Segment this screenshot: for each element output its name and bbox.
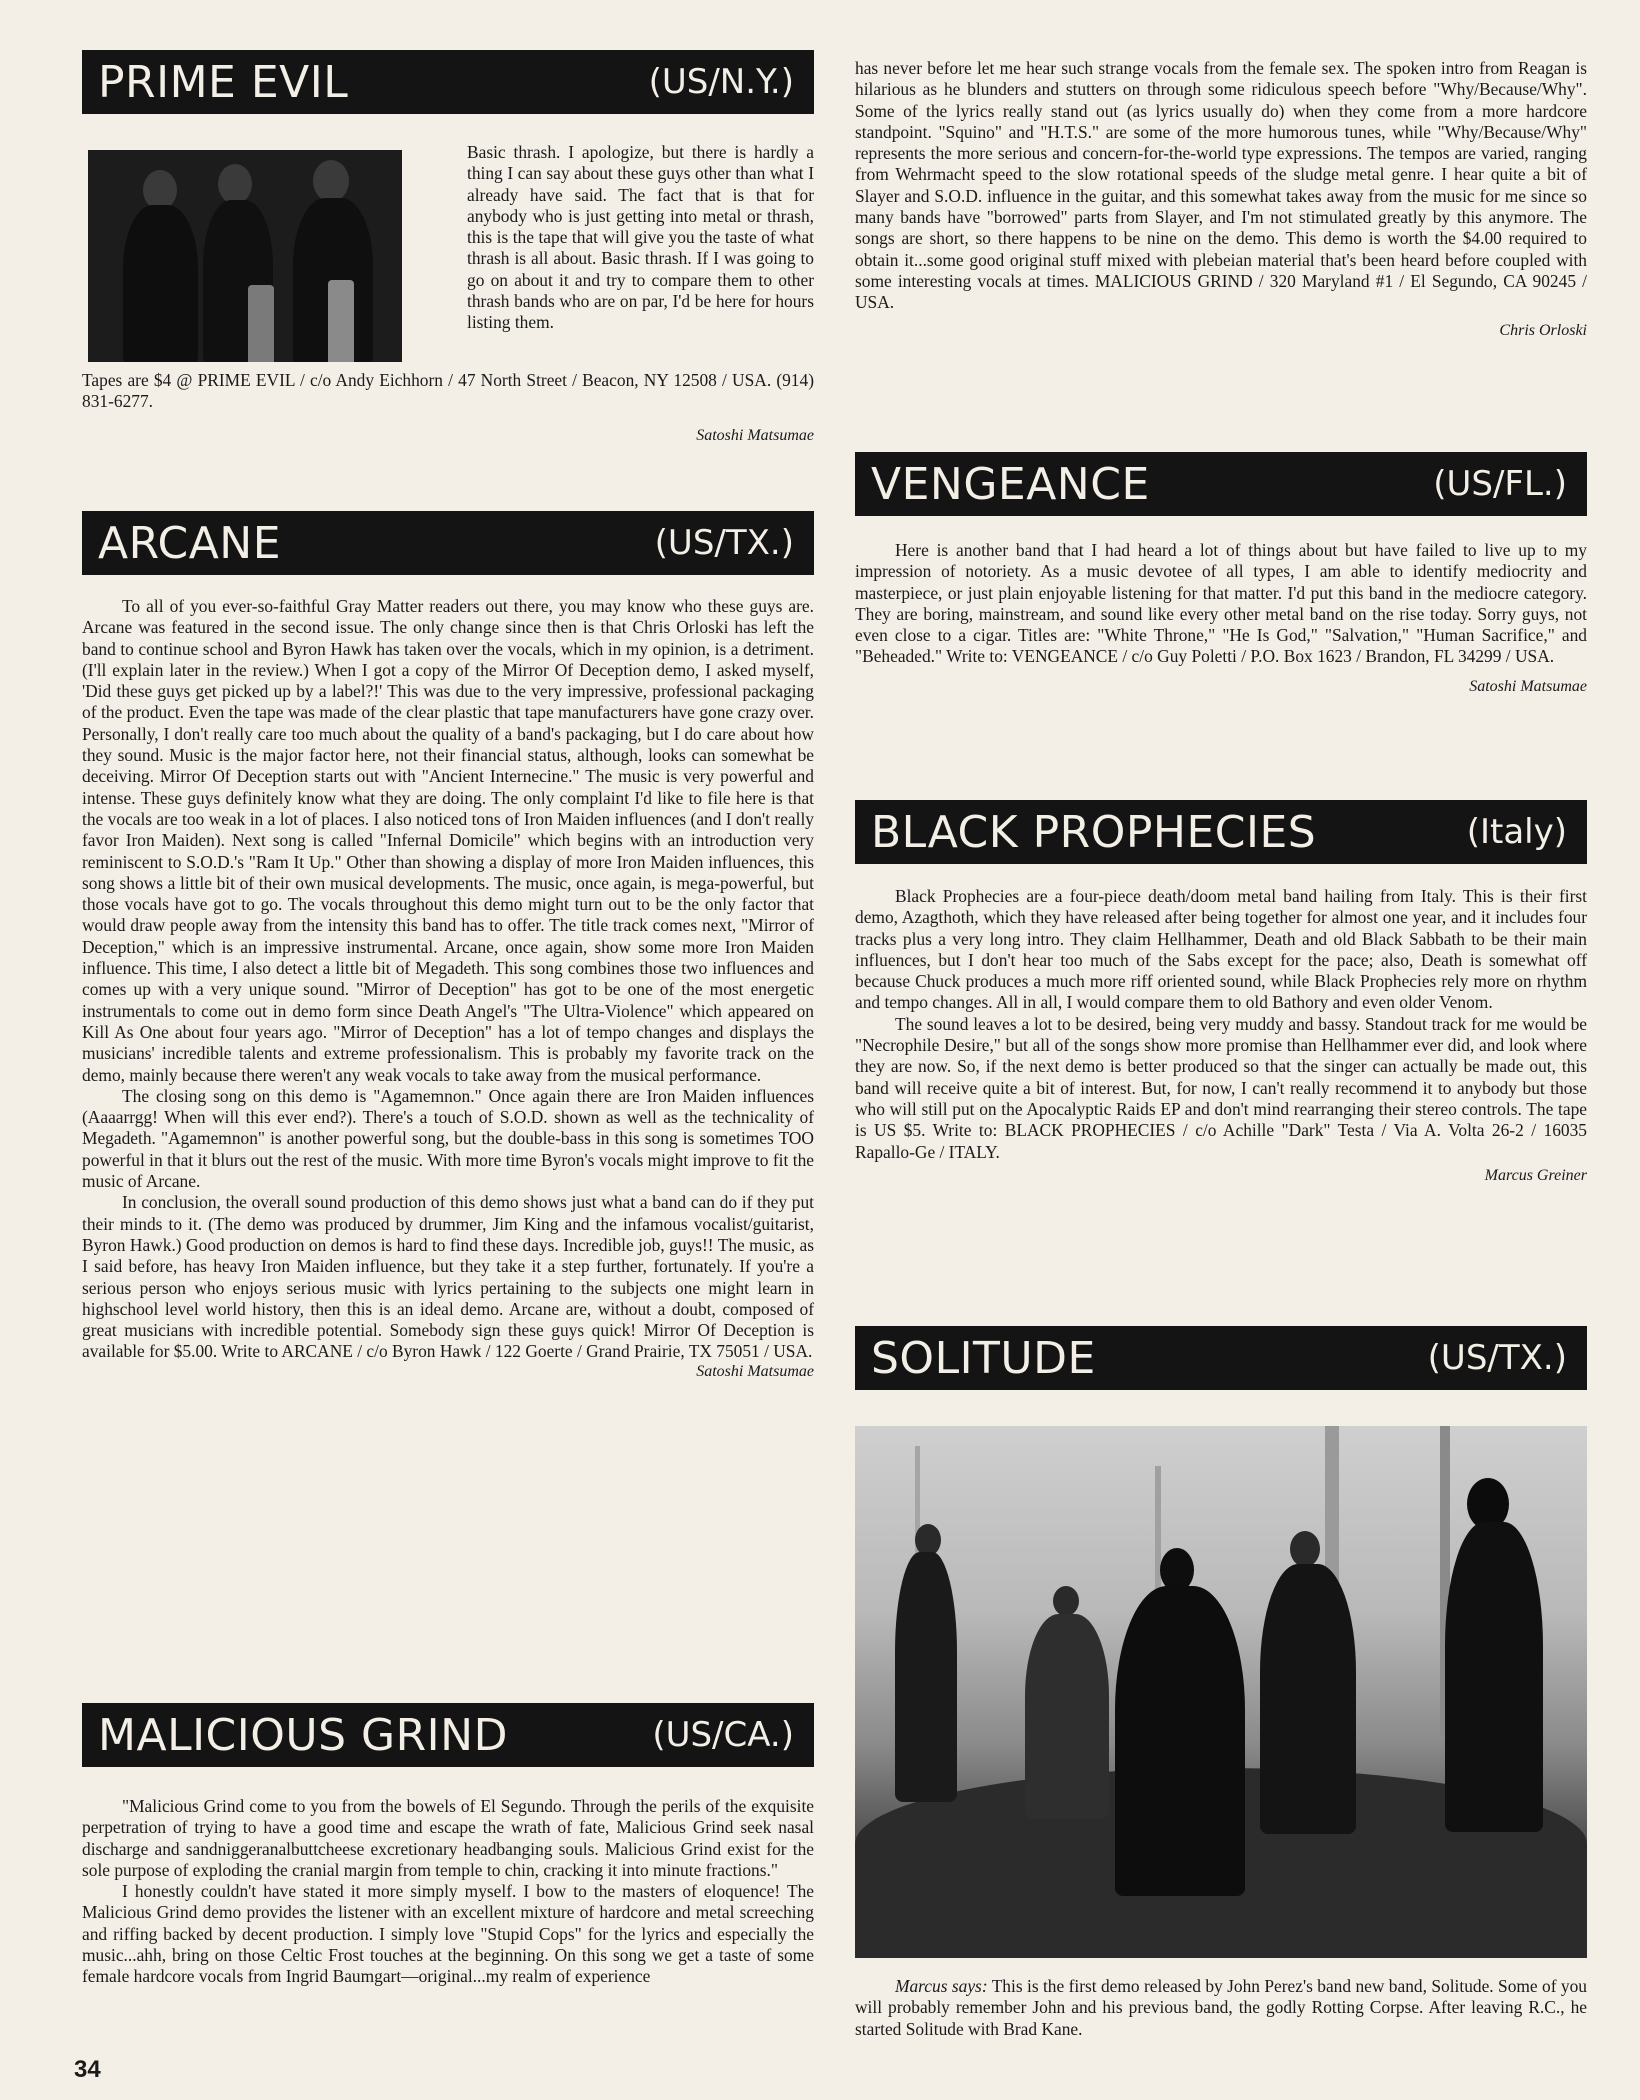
band-location: (US/TX.) — [1427, 1338, 1567, 1378]
author-byline: Satoshi Matsumae — [696, 1362, 814, 1380]
band-location: (US/N.Y.) — [648, 62, 794, 102]
review-paragraph — [855, 1976, 1587, 2040]
banner-vengeance — [855, 452, 1587, 516]
band-location: (US/FL.) — [1433, 464, 1567, 504]
review-malicious-grind-continued — [855, 58, 1587, 340]
review-paragraph: Here is another band that I had heard a lot of things about but have failed to live up to my impression of notoriety. As a music devotee of all types, I am able to identify mediocrity and masterpiece, or just plain enjoyable listening for that matter. I'd put this band in the mediocre category. They are boring, mainstream, and sound like every other metal band on the rise today. Sorry guys, not even close to a cigar. Titles are: "White Throne," "He Is God," "Salvation," "Human Sacrifice," and "Beheaded." Write to: VENGEANCE / c/o Guy Poletti / P.O. Box 1623 / Brandon, FL 34299 / USA. — [855, 540, 1587, 667]
review-text: This is the first demo released by John Perez's band new band, Solitude. Some of you will probably remember John and his previous band, the godly Rotting Corpse. After leaving R.C., he started Solitude with Brad Kane. — [855, 1976, 1587, 2039]
banner-malicious-grind — [82, 1703, 814, 1767]
review-paragraph: To all of you ever-so-faithful Gray Matter readers out there, you may know who these guys are. Arcane was featured in the second issue. The only change since then is that Chris Orloski has left the band to continue school and Byron Hawk has taken over the vocals, which in my opinion, is a detriment. (I'll explain later in the review.) When I got a copy of the Mirror Of Deception demo, I asked myself, 'Did these guys get picked up by a label?!' This was due to the very impressive, professional packaging of the product. Even the tape was made of the clear plastic that tape manufacturers have gone crazy over. Personally, I don't really care too much about the quality of a band's packaging, but I do care about how they sound. Music is the major factor here, not their financial status, although, looks can somewhat be deceiving. Mirror Of Deception starts out with "Ancient Internecine." The music is very powerful and intense. These guys definitely know what they are doing. The only complaint I'd like to file here is that the vocals are too weak in a lot of places. I also noticed tons of Iron Maiden influences (and I don't really favor Iron Maiden). Next song is called "Infernal Domicile" which begins with an introduction very reminiscent to S.O.D.'s "Ram It Up." Other than showing a display of more Iron Maiden influences, this song shows a little bit of their own musical developments. The music, once again, is mega-powerful, but those vocals have got to go. The vocals throughout this demo might turn out to be the only factor that would draw people away from the intensity this band has to offer. The title track comes next, "Mirror of Deception," which is an impressive instrumental. Arcane, once again, show some more Iron Maiden influence. This time, I also detect a little bit of Megadeth. This song combines those two influences and comes up with a very unique sound. "Mirror of Deception" has got to be one of the most energetic instrumentals to come out in demo form since Death Angel's "The Ultra-Violence" which appeared on Kill As One about four years ago. "Mirror of Deception" has a lot of tempo changes and displays the musicians' incredible talents and extreme professionalism. This is probably my favorite track on the demo, mainly because there weren't any weak vocals to take away from the musical performance. — [82, 596, 814, 1085]
band-location: (Italy) — [1466, 812, 1567, 852]
contact-info: Tapes are $4 @ PRIME EVIL / c/o Andy Eichhorn / 47 North Street / Beacon, NY 12508 / USA. (914) 831-6277. — [82, 370, 814, 412]
banner-prime-evil — [82, 50, 814, 114]
review-prime-evil — [82, 50, 814, 445]
author-byline: Satoshi Matsumae — [1469, 677, 1587, 695]
banner-arcane — [82, 511, 814, 575]
author-byline: Satoshi Matsumae — [696, 426, 814, 444]
banner-solitude — [855, 1326, 1587, 1390]
review-paragraph: "Malicious Grind come to you from the bowels of El Segundo. Through the perils of the exquisite perpetration of trying to have a good time and escape the wrath of fate, Malicious Grind seek nasal discharge and sandniggeranalbuttcheese excretionary headbanging souls. Malicious Grind exist for the sole purpose of exploding the cranial margin from temple to chin, cracking it into minute fractions." — [82, 1796, 814, 1880]
band-name: MALICIOUS GRIND — [98, 1709, 508, 1761]
band-name: BLACK PROPHECIES — [871, 806, 1317, 858]
review-solitude — [855, 1326, 1587, 2040]
band-name: VENGEANCE — [871, 458, 1150, 510]
banner-black-prophecies — [855, 800, 1587, 864]
band-location: (US/TX.) — [654, 523, 794, 563]
band-name: PRIME EVIL — [98, 56, 349, 108]
review-malicious-grind — [82, 1703, 814, 1988]
review-paragraph: Black Prophecies are a four-piece death/doom metal band hailing from Italy. This is their first demo, Azagthoth, which they have released after being together for almost one year, and it includes four tracks plus a very long intro. They claim Hellhammer, Death and old Black Sabbath to be their main influences, but I don't hear too much of the Sabs except for the pace; also, Death is somewhat off because Chuck produces a much more riff oriented sound, while Black Prophecies rely more on rhythm and tempo changes. All in all, I would compare them to old Bathory and even older Venom. — [855, 886, 1587, 1013]
review-text: Basic thrash. I apologize, but there is hardly a thing I can say about these guys other than what I already have said. The fact that is that for anybody who is just getting into metal or thrash, this is the tape that will give you the taste of what thrash is all about. Basic thrash. If I was going to go on about it and try to compare them to other thrash bands who are on par, I'd be here for hours listing them. — [467, 142, 814, 333]
page-number: 34 — [74, 2056, 101, 2083]
review-black-prophecies — [855, 800, 1587, 1185]
band-location: (US/CA.) — [652, 1715, 794, 1755]
review-paragraph: I honestly couldn't have stated it more simply myself. I bow to the masters of eloquence! The Malicious Grind demo provides the listener with an excellent mixture of hardcore and metal screeching and riffing backed by decent production. I simply love "Stupid Cops" for the lyrics and especially the music...ahh, bring on those Celtic Frost touches at the beginning. On this song we get a taste of some female hardcore vocals from Ingrid Baumgart—original...my realm of experience — [82, 1881, 814, 1987]
review-paragraph: In conclusion, the overall sound production of this demo shows just what a band can do if they put their minds to it. (The demo was produced by drummer, Jim King and the infamous vocalist/guitarist, Byron Hawk.) Good production on demos is hard to find these days. Incredible job, guys!! The music, as I said before, has heavy Iron Maiden influence, but they take it a step further, fortunately. If you're a serious person who enjoys serious music with lyrics pertaining to the subjects one might learn in highschool level world history, then this is an ideal demo. Arcane are, without a doubt, composed of great musicians with incredible potential. Somebody sign these guys quick! Mirror Of Deception is available for $5.00. Write to ARCANE / c/o Byron Hawk / 122 Goerte / Grand Prairie, TX 75051 / USA. — [82, 1192, 814, 1362]
band-photo-solitude — [855, 1426, 1587, 1958]
author-byline: Marcus Greiner — [1484, 1166, 1587, 1184]
band-name: SOLITUDE — [871, 1332, 1096, 1384]
band-photo-prime-evil — [88, 150, 402, 362]
band-name: ARCANE — [98, 517, 282, 569]
review-vengeance — [855, 452, 1587, 696]
author-byline: Chris Orloski — [1499, 321, 1587, 339]
says-label: Marcus says: — [895, 1976, 988, 1996]
review-paragraph: The closing song on this demo is "Agamemnon." Once again there are Iron Maiden influences (Aaaarrgg! When will this ever end?). There's a touch of S.O.D. shown as well as the technicality of Megadeth. "Agamemnon" is another powerful song, but the double-bass in this song is sometimes TOO powerful in that it blurs out the rest of the music. With more time Byron's vocals might improve to fit the music of Arcane. — [82, 1085, 814, 1192]
review-paragraph: has never before let me hear such strange vocals from the female sex. The spoken intro from Reagan is hilarious as he blunders and stutters on through some ridiculous speech before "Why/Because/Why". Some of the lyrics really stand out (as lyrics usually do) when they come from a more hardcore standpoint. "Squino" and "H.T.S." are some of the more humorous tunes, while "Why/Because/Why" represents the more serious and concern-for-the-world type expressions. The tempos are varied, ranging from Wehrmacht speed to the slow rotational speeds of the sludge metal genre. I hear quite a bit of Slayer and S.O.D. influence in the guitar, and this somewhat takes away from the music for me since so many bands have "borrowed" parts from Slayer, and I'm not stimulated greatly by this anymore. The songs are short, so there happens to be nine on the demo. This demo is worth the $4.00 required to obtain it...some good original stuff mixed with plebeian material that's been heard before coupled with some interesting vocals at times. MALICIOUS GRIND / 320 Maryland #1 / El Segundo, CA 90245 / USA. — [855, 58, 1587, 313]
review-arcane — [82, 511, 814, 1381]
review-paragraph: The sound leaves a lot to be desired, being very muddy and bassy. Standout track for me would be "Necrophile Desire," but all of the songs show more promise than Hellhammer ever did, and look where they are now. So, if the next demo is better produced so that the singer can actually be made out, this band will receive quite a bit of interest. But, for now, I can't really recommend it to anybody but those who will still put on the Apocalyptic Raids EP and don't mind rearranging their stereo controls. The tape is US $5. Write to: BLACK PROPHECIES / c/o Achille "Dark" Testa / Via A. Volta 26-2 / 16035 Rapallo-Ge / ITALY. — [855, 1013, 1587, 1162]
